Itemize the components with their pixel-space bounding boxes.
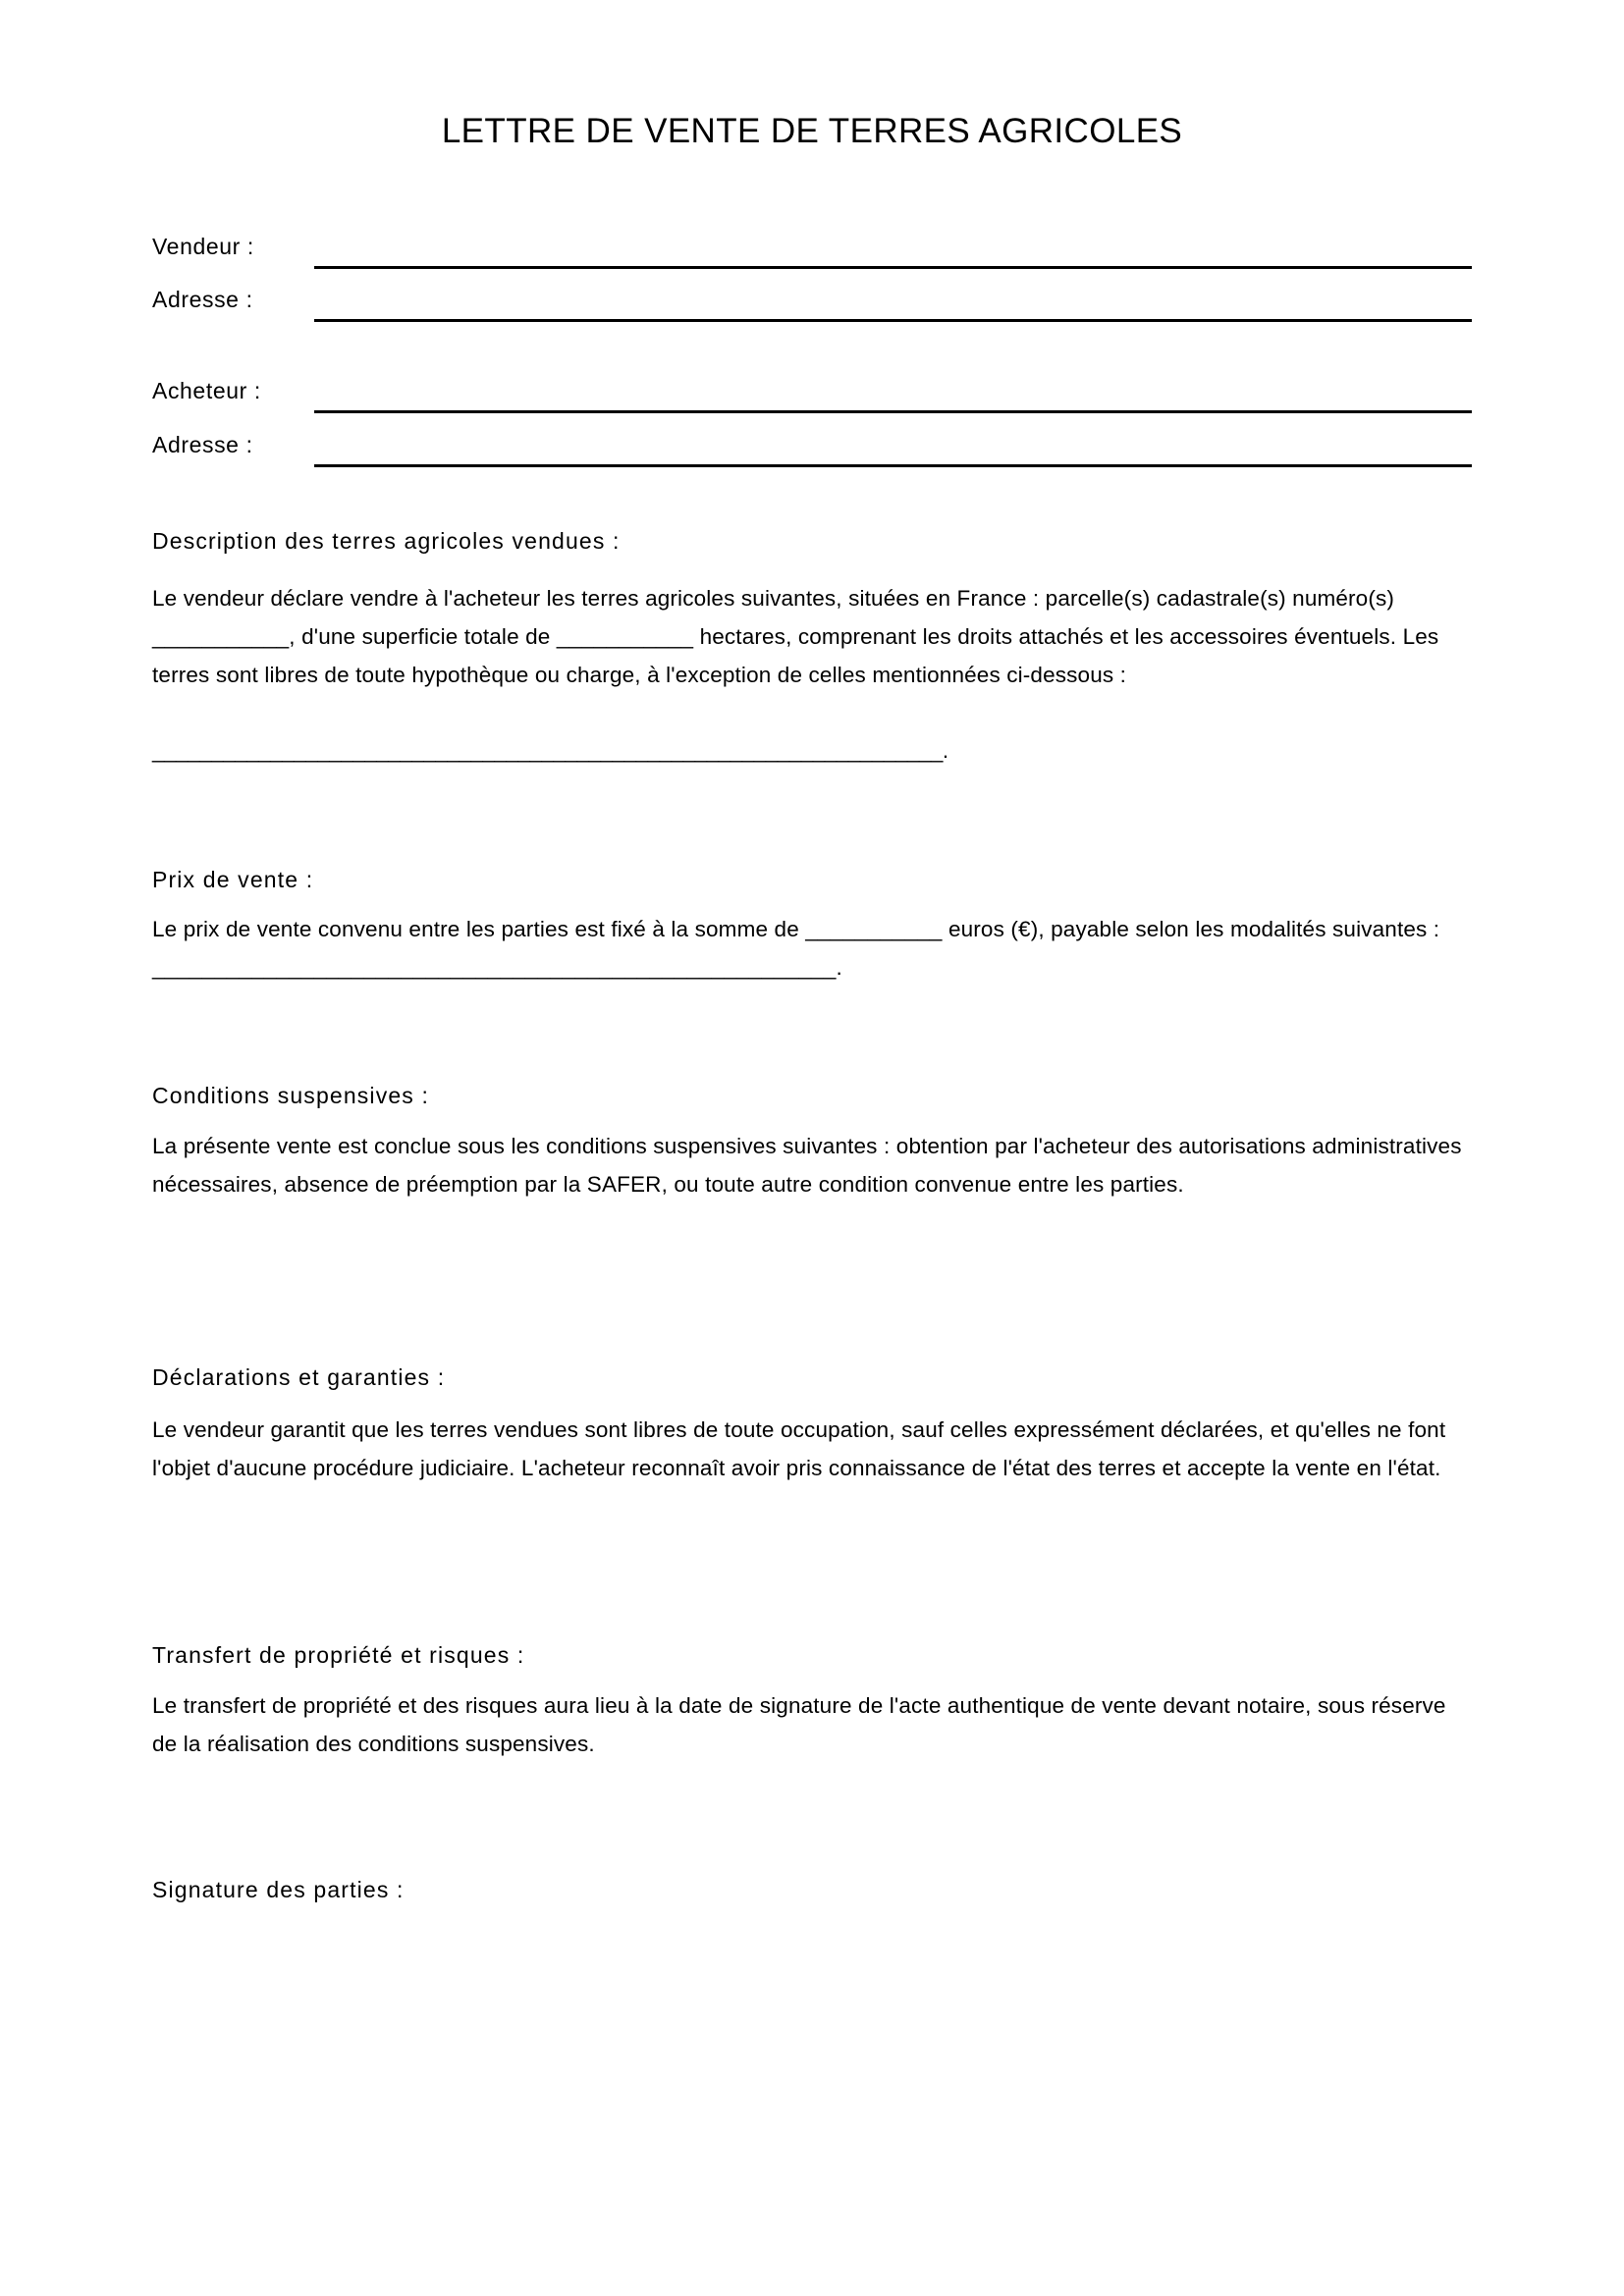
page-title: LETTRE DE VENTE DE TERRES AGRICOLES	[441, 112, 1183, 150]
section-heading-prix-de-vente: Prix de vente :	[152, 867, 314, 892]
party-row-adresse-vendeur	[152, 287, 1478, 326]
party-label-acheteur: Acheteur :	[152, 378, 261, 403]
description-blank-line[interactable]: ___________________________________________________________________.	[152, 738, 948, 763]
section-heading-conditions-suspensives: Conditions suspensives :	[152, 1083, 430, 1108]
section-heading-signature-des-parties: Signature des parties :	[152, 1877, 405, 1902]
party-label-vendeur: Vendeur :	[152, 234, 254, 259]
party-label-adresse-vendeur: Adresse :	[152, 287, 253, 312]
section-heading-description: Description des terres agricoles vendues :	[152, 528, 621, 554]
party-label-adresse-acheteur: Adresse :	[152, 432, 253, 457]
party-row-vendeur	[152, 234, 1478, 273]
section-paragraph-transfert-de-propriete: Le transfert de propriété et des risques aura lieu à la date de signature de l'acte authentique de vente devant notaire, sous réserve de la réalisation des conditions suspensives.	[152, 1693, 1446, 1756]
party-row-acheteur	[152, 378, 1478, 417]
section-paragraph-description: Le vendeur déclare vendre à l'acheteur les terres agricoles suivantes, situées en France : parcelle(s) cadastrale(s) numéro(s) ___________, d'une superficie totale de ___________ hectares, comprenant les droits attachés et les accessoires éventuels. Les terres sont libres de toute hypothèque ou charge, à l'exception de celles mentionnées ci-dessous :	[152, 586, 1439, 687]
section-paragraph-prix-de-vente: Le prix de vente convenu entre les parties est fixé à la somme de ___________ euros (€), payable selon les modalités suivantes : _______________________________________________________.	[152, 917, 1440, 980]
section-paragraph-declarations-et-garanties: Le vendeur garantit que les terres vendues sont libres de toute occupation, sauf celles expressément déclarées, et qu'elles ne font l'objet d'aucune procédure judiciaire. L'acheteur reconnaît avoir pris connaissance de l'état des terres et accepte la vente en l'état.	[152, 1417, 1446, 1480]
section-heading-declarations-et-garanties: Déclarations et garanties :	[152, 1364, 446, 1390]
acheteur-input-rule[interactable]	[314, 410, 1472, 413]
adresse-vendeur-input-rule[interactable]	[314, 319, 1472, 322]
section-paragraph-conditions-suspensives: La présente vente est conclue sous les conditions suspensives suivantes : obtention par l'acheteur des autorisations administratives nécessaires, absence de préemption par la SAFER, ou toute autre condition convenue entre les parties.	[152, 1134, 1462, 1197]
vendeur-input-rule[interactable]	[314, 266, 1472, 269]
section-heading-transfert-de-propriete: Transfert de propriété et risques :	[152, 1642, 525, 1668]
adresse-acheteur-input-rule[interactable]	[314, 464, 1472, 467]
party-row-adresse-acheteur	[152, 432, 1478, 471]
